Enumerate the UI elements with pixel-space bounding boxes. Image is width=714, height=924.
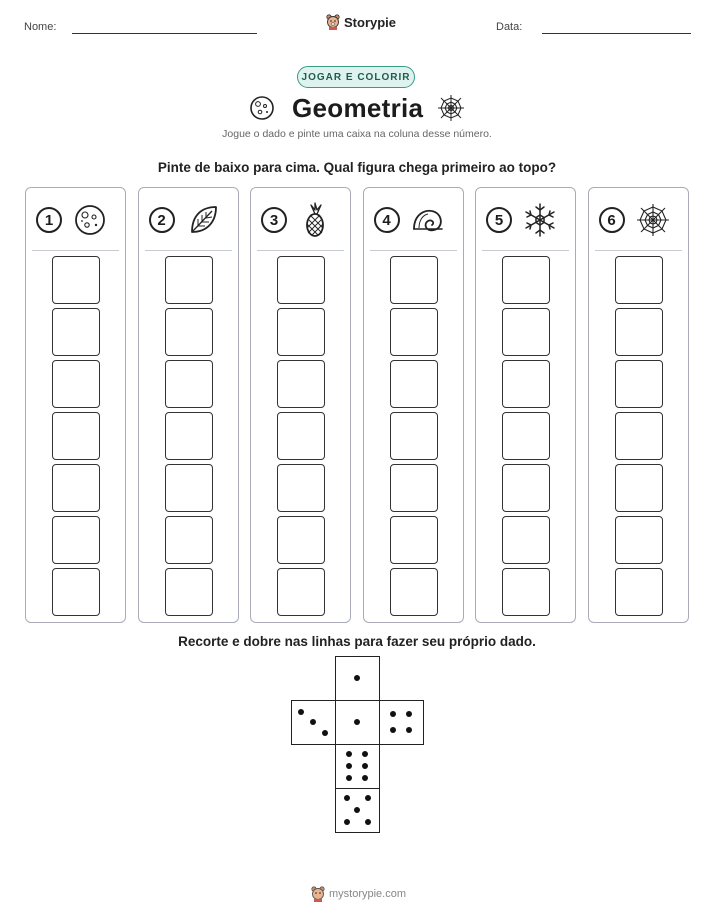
spider-web-icon: [436, 93, 466, 123]
color-box[interactable]: [277, 568, 325, 616]
die-instruction: Recorte e dobre nas linhas para fazer seu próprio dado.: [178, 634, 536, 649]
color-box[interactable]: [502, 256, 550, 304]
color-box[interactable]: [52, 568, 100, 616]
die-pip: [344, 819, 350, 825]
die-face-1: [335, 656, 380, 701]
die-pip: [322, 730, 328, 736]
color-box[interactable]: [52, 308, 100, 356]
date-label: Data:: [496, 21, 523, 33]
color-box[interactable]: [615, 568, 663, 616]
die-face-1: [335, 700, 380, 745]
color-box[interactable]: [277, 360, 325, 408]
color-box[interactable]: [502, 360, 550, 408]
storypie-bear-icon: [326, 14, 340, 30]
leaf-icon: [185, 202, 221, 238]
name-line[interactable]: [72, 33, 257, 34]
color-box[interactable]: [165, 464, 213, 512]
die-face-5: [335, 788, 380, 833]
die-face-6: [335, 744, 380, 789]
color-box[interactable]: [390, 360, 438, 408]
die-pip: [354, 719, 360, 725]
date-line[interactable]: [542, 33, 691, 34]
color-box[interactable]: [390, 412, 438, 460]
brand-logo: [326, 14, 396, 30]
color-box[interactable]: [277, 412, 325, 460]
column-3: [250, 187, 351, 623]
die-pip: [298, 709, 304, 715]
color-box[interactable]: [165, 568, 213, 616]
column-number: 4: [374, 207, 400, 233]
column-divider: [370, 250, 457, 251]
color-box[interactable]: [502, 516, 550, 564]
color-box[interactable]: [165, 360, 213, 408]
pineapple-icon: [297, 202, 333, 238]
color-box[interactable]: [165, 412, 213, 460]
die-pip: [354, 675, 360, 681]
color-box[interactable]: [277, 464, 325, 512]
activity-badge: JOGAR E COLORIR: [297, 66, 415, 88]
color-box[interactable]: [52, 464, 100, 512]
brand-name: Storypie: [344, 14, 397, 30]
color-box[interactable]: [502, 464, 550, 512]
color-box[interactable]: [277, 256, 325, 304]
die-pip: [390, 711, 396, 717]
die-pip: [362, 775, 368, 781]
instruction: Pinte de baixo para cima. Qual figura chega primeiro ao topo?: [157, 160, 557, 175]
page-title: Geometria: [292, 93, 424, 123]
snowflake-icon: [522, 202, 558, 238]
color-box[interactable]: [52, 516, 100, 564]
color-box[interactable]: [277, 516, 325, 564]
die-pip: [390, 727, 396, 733]
die-pip: [365, 819, 371, 825]
color-box[interactable]: [165, 256, 213, 304]
die-pip: [344, 795, 350, 801]
die-pip: [346, 775, 352, 781]
color-box[interactable]: [277, 308, 325, 356]
color-box[interactable]: [52, 360, 100, 408]
column-divider: [145, 250, 232, 251]
moon-icon: [248, 94, 276, 122]
column-divider: [32, 250, 119, 251]
color-box[interactable]: [165, 308, 213, 356]
column-divider: [595, 250, 682, 251]
moon-icon: [72, 202, 108, 238]
column-1: [25, 187, 126, 623]
color-box[interactable]: [165, 516, 213, 564]
color-box[interactable]: [615, 256, 663, 304]
color-box[interactable]: [390, 568, 438, 616]
color-box[interactable]: [615, 516, 663, 564]
footer: [311, 886, 406, 902]
column-5: [475, 187, 576, 623]
footer-url[interactable]: mystorypie.com: [329, 888, 407, 900]
color-box[interactable]: [615, 308, 663, 356]
die-pip: [406, 711, 412, 717]
die-pip: [362, 751, 368, 757]
shell-icon: [410, 202, 446, 238]
die-pip: [346, 763, 352, 769]
column-6: [588, 187, 689, 623]
color-box[interactable]: [52, 256, 100, 304]
column-divider: [482, 250, 569, 251]
color-box[interactable]: [615, 360, 663, 408]
die-pip: [310, 719, 316, 725]
color-box[interactable]: [502, 308, 550, 356]
die-pip: [354, 807, 360, 813]
die-face-3: [291, 700, 336, 745]
column-2: [138, 187, 239, 623]
subtitle: Jogue o dado e pinte uma caixa na coluna desse número.: [222, 128, 492, 140]
die-pip: [346, 751, 352, 757]
column-number: 6: [599, 207, 625, 233]
spider-web-icon: [635, 202, 671, 238]
color-box[interactable]: [615, 464, 663, 512]
color-box[interactable]: [52, 412, 100, 460]
column-number: 3: [261, 207, 287, 233]
column-number: 1: [36, 207, 62, 233]
color-box[interactable]: [502, 568, 550, 616]
color-box[interactable]: [390, 516, 438, 564]
column-number: 5: [486, 207, 512, 233]
column-4: [363, 187, 464, 623]
die-face-4: [379, 700, 424, 745]
color-box[interactable]: [615, 412, 663, 460]
column-divider: [257, 250, 344, 251]
die-pip: [362, 763, 368, 769]
die-pip: [406, 727, 412, 733]
storypie-bear-icon: [311, 886, 325, 902]
color-box[interactable]: [390, 464, 438, 512]
color-box[interactable]: [502, 412, 550, 460]
column-number: 2: [149, 207, 175, 233]
color-box[interactable]: [390, 308, 438, 356]
name-label: Nome:: [24, 21, 57, 33]
die-pip: [365, 795, 371, 801]
color-box[interactable]: [390, 256, 438, 304]
